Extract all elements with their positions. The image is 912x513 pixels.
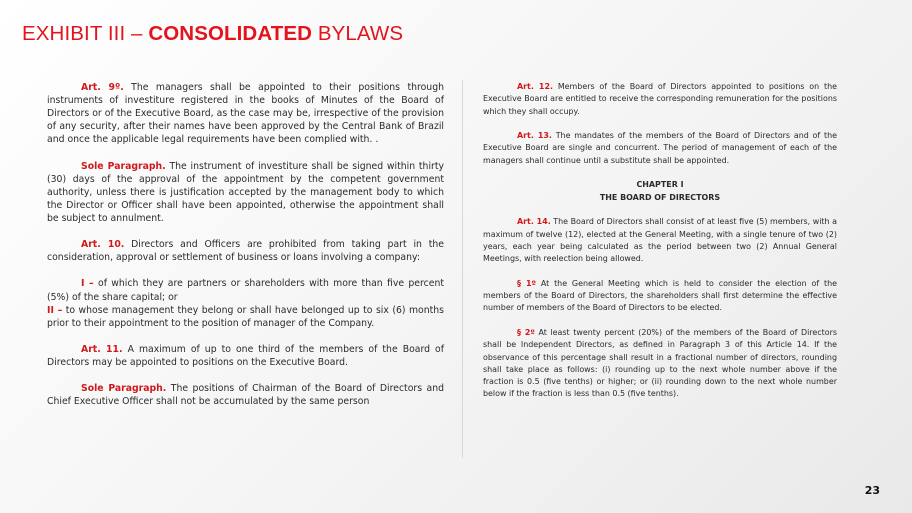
right-column	[483, 81, 837, 413]
article-10-item-ii	[47, 304, 444, 330]
article-11-heading: Art. 11.	[81, 343, 123, 355]
article-14-heading: Art. 14.	[517, 217, 551, 227]
section-1-heading: § 1º	[517, 278, 537, 288]
article-14-section-1	[483, 278, 837, 315]
chapter-number: CHAPTER I	[636, 180, 684, 190]
article-11-sole-paragraph-text: The positions of Chairman of the Board of Directors and Chief Executive Officer shall not be accumulated by the same person	[47, 383, 445, 408]
left-column	[47, 81, 444, 421]
title-suffix: BYLAWS	[312, 22, 404, 45]
chapter-title: THE BOARD OF DIRECTORS	[599, 192, 721, 202]
article-9-sole-paragraph-text: The instrument of investiture shall be signed within thirty (30) days of the approval of the appointment by the competent government authority, unless there is justification accepted by the management body to which the Director or Officer shall have been appointed, otherwise the appointment shall be subject to annulment.	[47, 160, 445, 224]
section-2-text: At least twenty percent (20%) of the members of the Board of Directors shall be Independent Directors, as defined in Paragraph 3 of this Article 14. If the observance of this percentage shall result in a fractional number of directors, rounding shall take place as follows: (i) rounding up to the next whole number above if the fraction is 0.5 (five tenths) or higher; or (ii) rounding down to the next whole number below if the fraction is less than 0.5 (five tenths).	[483, 327, 837, 399]
article-12-text: Members of the Board of Directors appointed to positions on the Executive Board are entitled to receive the corresponding remuneration for the positions which they shall occupy.	[483, 82, 837, 116]
article-12	[483, 81, 837, 118]
article-9	[47, 81, 444, 146]
item-ii-text: to whose management they belong or shall have belonged up to six (6) months prior to their appointment to the position of manager of the Company.	[47, 304, 444, 329]
article-11-sole-paragraph	[47, 382, 444, 408]
article-9-heading: Art. 9º.	[81, 82, 124, 93]
page-title	[22, 22, 403, 46]
article-14-section-2	[483, 327, 837, 401]
item-i-text: of which they are partners or shareholders with more than five percent (5%) of the share capital; or	[47, 278, 444, 303]
article-11-text: A maximum of up to one third of the members of the Board of Directors may be appointed to positions on the Executive Board.	[47, 343, 445, 368]
article-12-heading: Art. 12.	[517, 82, 553, 91]
article-13-heading: Art. 13.	[517, 131, 552, 141]
section-1-text: At the General Meeting which is held to consider the election of the members of the Board of Directors, the shareholders shall first determine the effective number of members of the Board of Directors to be elected.	[483, 278, 837, 313]
article-9-sole-paragraph-heading: Sole Paragraph.	[81, 160, 166, 172]
item-i-heading: I –	[81, 278, 94, 290]
title-bold: CONSOLIDATED	[148, 22, 313, 45]
article-13	[483, 130, 837, 167]
article-9-text: The managers shall be appointed to their positions through instruments of investiture registered in the books of Minutes of the Board of Directors or of the Executive Board, as the case may be, irrespective of the provision of any security, after their names have been approved by the Central Bank of Brazil and once the applicable legal requirements have been complied with. .	[47, 82, 444, 146]
article-14	[483, 216, 837, 265]
page-number: 23	[864, 484, 880, 497]
section-2-heading: § 2º	[517, 327, 535, 337]
article-14-text: The Board of Directors shall consist of at least five (5) members, with a maximum of twelve (12), elected at the General Meeting, with a single tenure of two (2) years, each year being calculated as the period between two (2) Annual General Meetings, with reelection being allowed.	[483, 217, 837, 264]
article-13-text: The mandates of the members of the Board of Directors and of the Executive Board are single and concurrent. The period of management of each of the managers shall continue until a substitute shall be appointed.	[483, 131, 837, 165]
item-ii-heading: II –	[47, 304, 63, 316]
article-11-sole-paragraph-heading: Sole Paragraph.	[81, 383, 167, 395]
article-10	[47, 238, 444, 264]
column-divider	[462, 80, 463, 458]
title-prefix: EXHIBIT III –	[22, 22, 149, 45]
article-10-item-i	[47, 277, 444, 303]
article-9-sole-paragraph	[47, 160, 444, 225]
chapter-heading	[483, 179, 837, 204]
article-10-text: Directors and Officers are prohibited from taking part in the consideration, approval or settlement of business or loans involving a company:	[47, 239, 444, 264]
article-10-heading: Art. 10.	[81, 239, 125, 251]
article-11	[47, 343, 444, 369]
